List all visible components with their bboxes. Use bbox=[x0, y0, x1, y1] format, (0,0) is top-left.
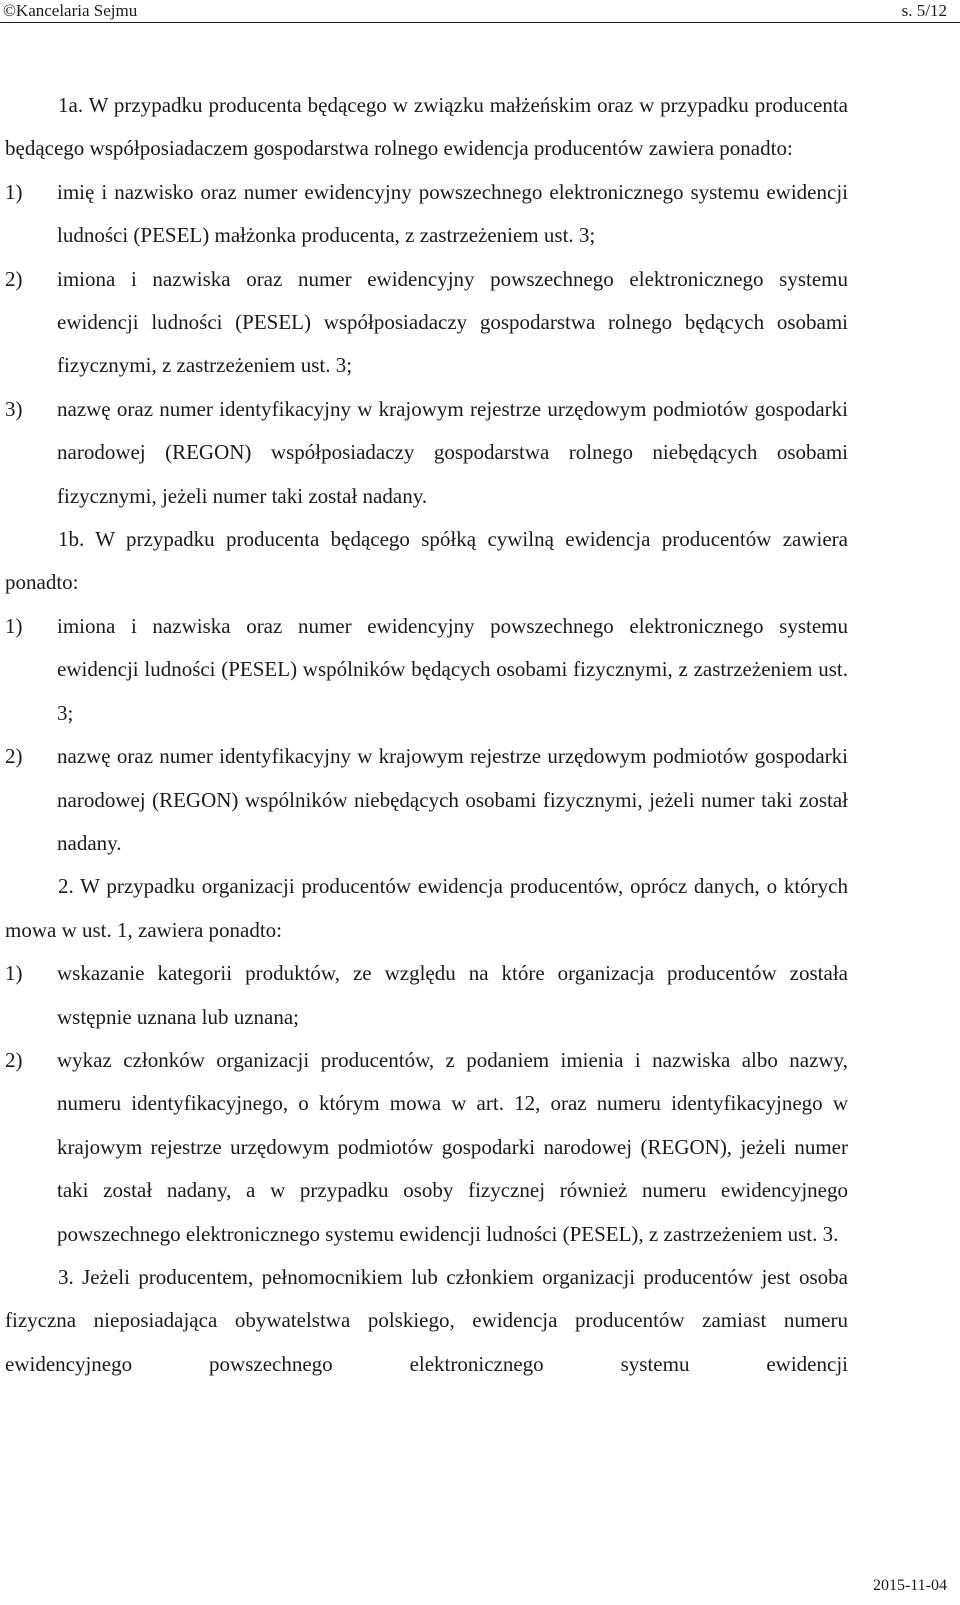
paragraph-1a: 1a. W przypadku producenta będącego w związku małżeńskim oraz w przypadku producenta będącego współposiadaczem gospodarstwa rolnego ewidencja producentów zawiera ponadto: bbox=[5, 93, 848, 161]
header-divider bbox=[0, 22, 960, 23]
list-item bbox=[5, 258, 848, 388]
item-number: 2) bbox=[5, 744, 23, 769]
document-body bbox=[5, 84, 848, 1386]
list-item bbox=[5, 171, 848, 258]
item-number: 1) bbox=[5, 613, 23, 638]
list-item bbox=[5, 388, 848, 518]
item-number: 1) bbox=[5, 179, 23, 204]
list-item bbox=[5, 1039, 848, 1256]
paragraph-2: 2. W przypadku organizacji producentów ewidencja producentów, oprócz danych, o których mowa w ust. 1, zawiera ponadto: bbox=[5, 874, 848, 942]
item-text: imiona i nazwiska oraz numer ewidencyjny powszechnego elektronicznego systemu ewidencji ludności (PESEL) współposiadaczy gospodarstwa rolnego będących osobami fizycznymi, z zastrzeżeniem ust. 3; bbox=[57, 266, 848, 378]
item-number: 2) bbox=[5, 266, 23, 291]
page-number: s. 5/12 bbox=[901, 1, 947, 20]
list-item bbox=[5, 735, 848, 865]
copyright-label: ©Kancelaria Sejmu bbox=[3, 1, 138, 20]
item-number: 1) bbox=[5, 961, 23, 986]
list-item bbox=[5, 605, 848, 735]
item-number: 3) bbox=[5, 396, 23, 421]
footer-date: 2015-11-04 bbox=[872, 1577, 947, 1594]
paragraph-1b: 1b. W przypadku producenta będącego spółką cywilną ewidencja producentów zawiera ponadto: bbox=[5, 527, 848, 595]
item-text: wskazanie kategorii produktów, ze względu na które organizacja producentów została wstępnie uznana lub uznana; bbox=[57, 961, 848, 1029]
item-text: imiona i nazwiska oraz numer ewidencyjny powszechnego elektronicznego systemu ewidencji ludności (PESEL) wspólników będących osobami fizycznymi, z zastrzeżeniem ust. 3; bbox=[57, 613, 848, 725]
item-number: 2) bbox=[5, 1047, 23, 1072]
item-text: nazwę oraz numer identyfikacyjny w krajowym rejestrze urzędowym podmiotów gospodarki narodowej (REGON) współposiadaczy gospodarstwa rolnego niebędących osobami fizycznymi, jeżeli numer taki został nadany. bbox=[57, 396, 848, 508]
page-header bbox=[0, 0, 960, 24]
list-item bbox=[5, 952, 848, 1039]
item-text: imię i nazwisko oraz numer ewidencyjny powszechnego elektronicznego systemu ewidencji ludności (PESEL) małżonka producenta, z zastrzeżeniem ust. 3; bbox=[57, 179, 848, 248]
paragraph-3: 3. Jeżeli producentem, pełnomocnikiem lub członkiem organizacji producentów jest osoba fizyczna nieposiadająca obywatelstwa polskiego, ewidencja producentów zamiast numeru ewidencyjnego powszechnego elektronicznego systemu ewidencji bbox=[5, 1264, 848, 1376]
item-text: nazwę oraz numer identyfikacyjny w krajowym rejestrze urzędowym podmiotów gospodarki narodowej (REGON) wspólników niebędących osobami fizycznymi, jeżeli numer taki został nadany. bbox=[57, 744, 848, 855]
item-text: wykaz członków organizacji producentów, z podaniem imienia i nazwiska albo nazwy, numeru identyfikacyjnego, o którym mowa w art. 12, oraz numeru identyfikacyjnego w krajowym rejestrze urzędowym podmiotów gospodarki narodowej (REGON), jeżeli numer taki został nadany, a w przypadku osoby fizycznej również numeru ewidencyjnego powszechnego elektronicznego systemu ewidencji ludności (PESEL), z zastrzeżeniem ust. 3. bbox=[57, 1047, 848, 1246]
